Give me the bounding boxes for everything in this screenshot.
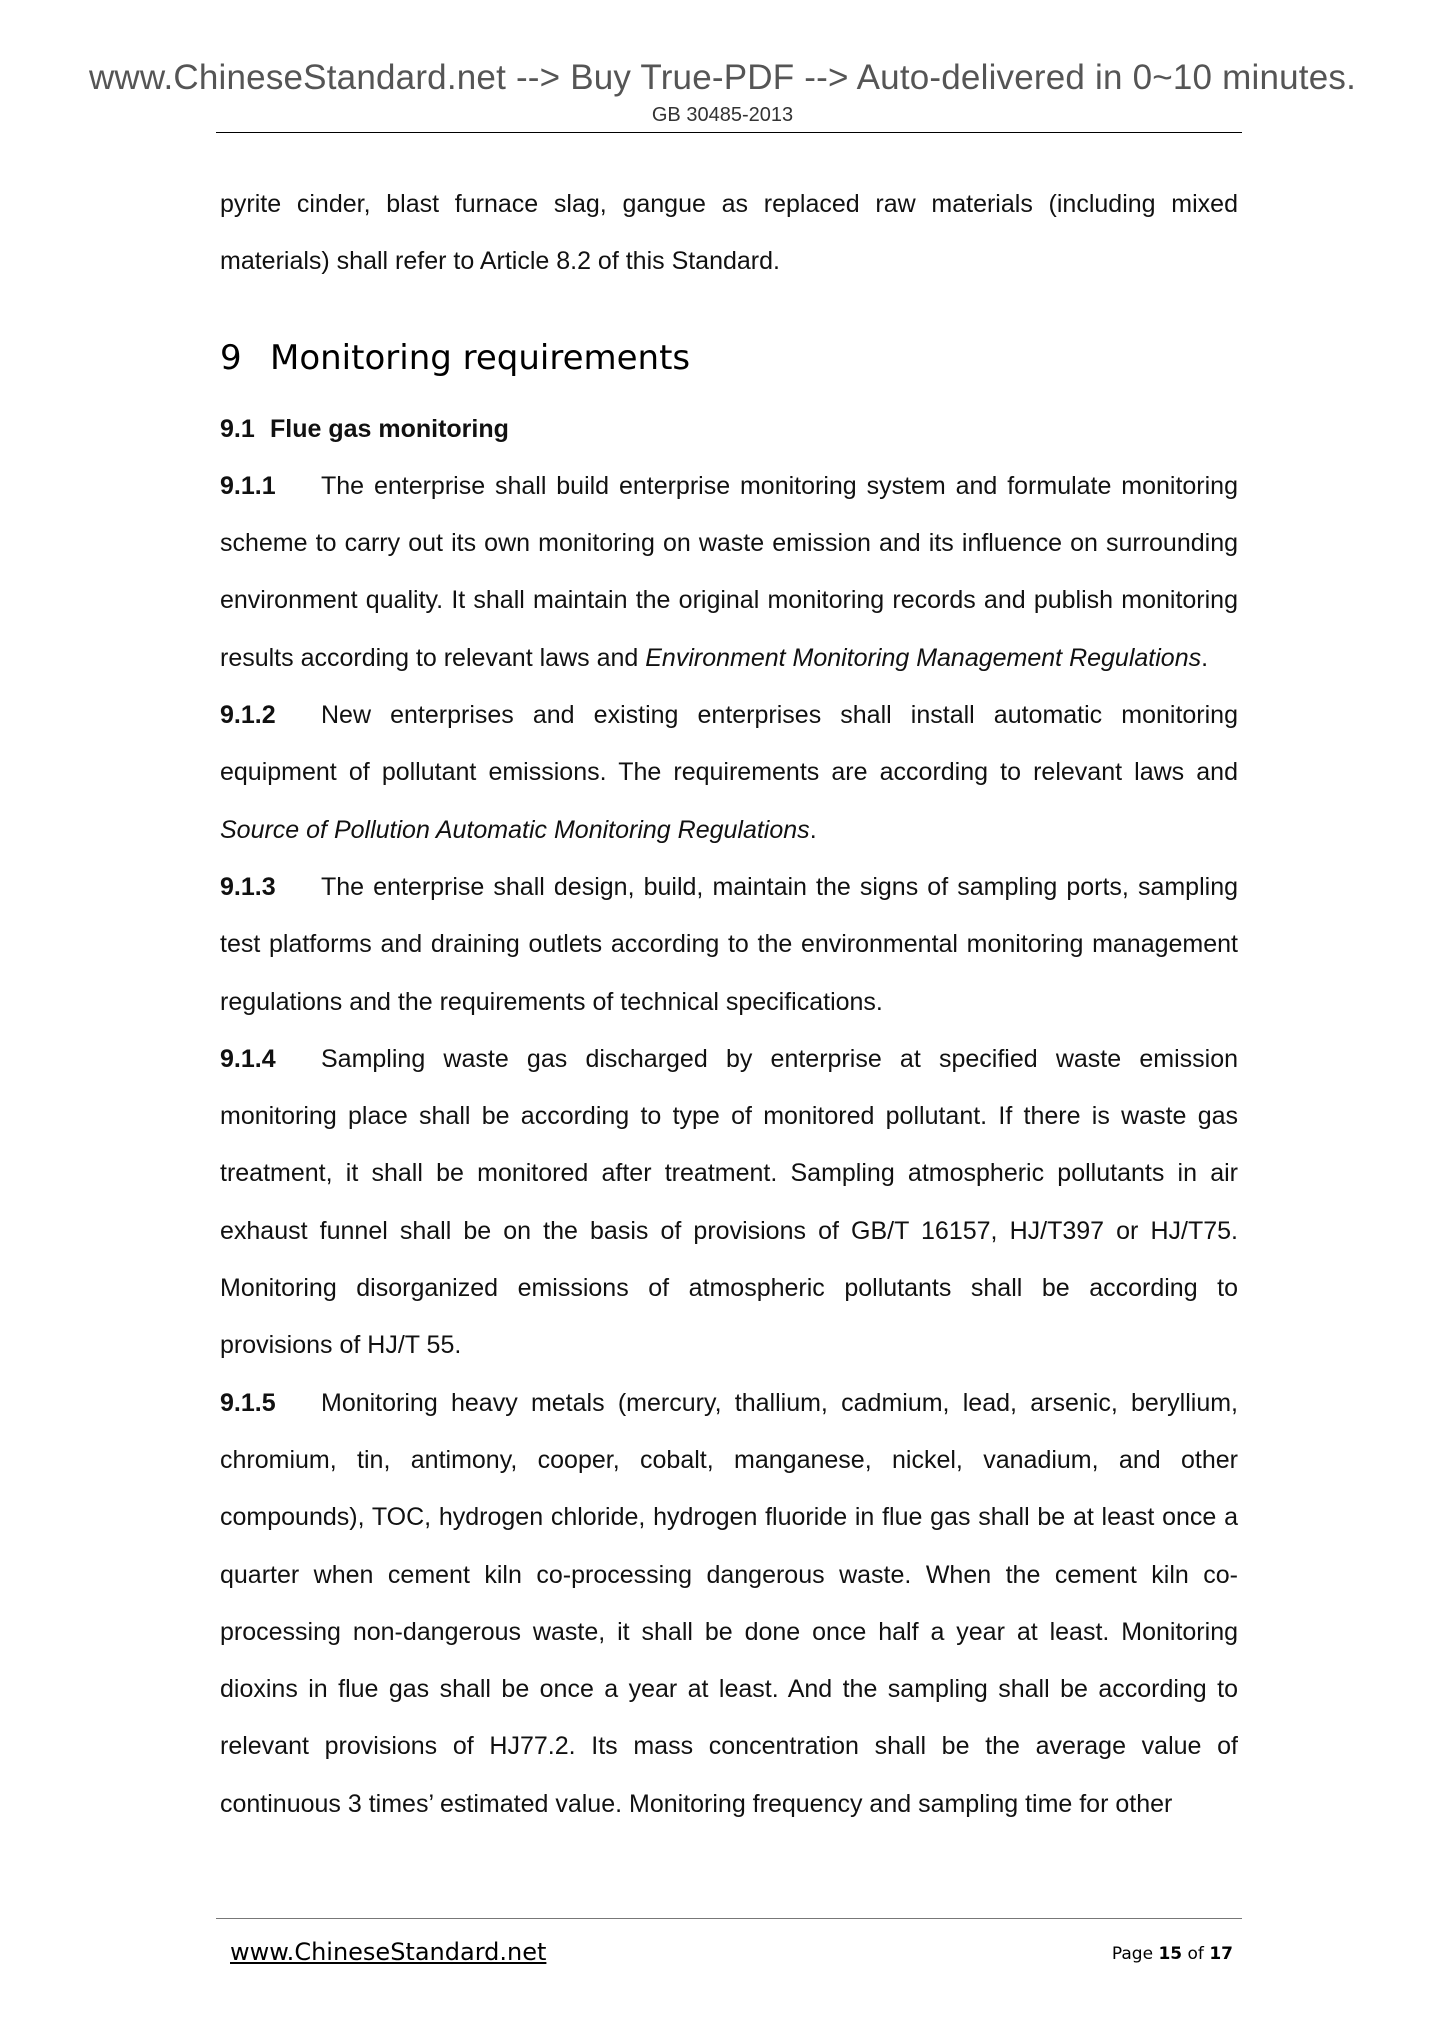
document-body bbox=[220, 176, 1238, 1833]
clause-number: 9.1.1 bbox=[220, 471, 276, 500]
page-indicator bbox=[1112, 1944, 1233, 1964]
clause-9-1-2 bbox=[220, 687, 1238, 859]
clause-number: 9.1.4 bbox=[220, 1044, 276, 1073]
page-of: of bbox=[1187, 1944, 1204, 1964]
clause-9-1-5 bbox=[220, 1375, 1238, 1833]
subsection-title: Flue gas monitoring bbox=[270, 414, 509, 443]
footer-divider bbox=[216, 1918, 1242, 1919]
clause-text-end: . bbox=[1201, 643, 1209, 672]
clause-number: 9.1.3 bbox=[220, 872, 276, 901]
section-number: 9 bbox=[220, 337, 242, 378]
clause-text: The enterprise shall design, build, maintain the signs of sampling ports, sampling test platforms and draining outlets according to the environmental monitoring management regulations and the requirements of technical specifications. bbox=[220, 872, 1238, 1016]
clause-text-end: . bbox=[809, 815, 817, 844]
section-heading bbox=[220, 333, 1238, 383]
subsection-heading bbox=[220, 401, 1238, 458]
clause-text: New enterprises and existing enterprises shall install automatic monitoring equipment of pollutant emissions. The requirements are according to relevant laws and bbox=[220, 701, 1238, 787]
clause-text: Sampling waste gas discharged by enterprise at specified waste emission monitoring place shall be according to type of monitored pollutant. If there is waste gas treatment, it shall be monitored after treatment. Sampling atmospheric pollutants in air exhaust funnel shall be on the basis of provisions of GB/T 16157, HJ/T397 or HJ/T75. Monitoring disorganized emissions of atmospheric pollutants shall be according to provisions of HJ/T 55. bbox=[220, 1044, 1238, 1360]
standard-code: GB 30485-2013 bbox=[651, 104, 794, 126]
clause-italic-reference: Source of Pollution Automatic Monitoring Regulations bbox=[220, 815, 810, 844]
page-word: Page bbox=[1111, 1944, 1154, 1964]
footer-site-link[interactable]: www.ChineseStandard.net bbox=[230, 1938, 547, 1966]
clause-italic-reference: Environment Monitoring Management Regulations bbox=[645, 643, 1202, 672]
banner-link[interactable]: www.ChineseStandard.net --> Buy True-PDF --> Auto-delivered in 0~10 minutes. bbox=[88, 58, 1357, 97]
intro-paragraph: pyrite cinder, blast furnace slag, gangue as replaced raw materials (including mixed materials) shall refer to Article 8.2 of this Standard. bbox=[220, 190, 1238, 276]
clause-number: 9.1.2 bbox=[220, 701, 276, 730]
clause-9-1-4 bbox=[220, 1031, 1238, 1375]
clause-9-1-1 bbox=[220, 458, 1238, 687]
page-total: 17 bbox=[1209, 1944, 1233, 1964]
page-current: 15 bbox=[1158, 1944, 1183, 1964]
clause-text: The enterprise shall build enterprise monitoring system and formulate monitoring scheme to carry out its own monitoring on waste emission and its influence on surrounding environment quality. It shall maintain the original monitoring records and publish monitoring results according to relevant laws and bbox=[220, 471, 1238, 672]
section-title: Monitoring requirements bbox=[270, 337, 691, 378]
subsection-number: 9.1 bbox=[220, 414, 255, 443]
header-divider bbox=[216, 132, 1242, 133]
clause-text: Monitoring heavy metals (mercury, thallium, cadmium, lead, arsenic, beryllium, chromium, tin, antimony, cooper, cobalt, manganese, nickel, vanadium, and other compounds), TOC, hydrogen chloride, hydrogen fluoride in flue gas shall be at least once a quarter when cement kiln co-processing dangerous waste. When the cement kiln co-processing non-dangerous waste, it shall be done once half a year at least. Monitoring dioxins in flue gas shall be once a year at least. And the sampling shall be according to relevant provisions of HJ77.2. Its mass concentration shall be the average value of continuous 3 times’ estimated value. Monitoring frequency and sampling time for other bbox=[220, 1388, 1238, 1818]
clause-number: 9.1.5 bbox=[220, 1388, 276, 1417]
clause-9-1-3 bbox=[220, 859, 1238, 1031]
